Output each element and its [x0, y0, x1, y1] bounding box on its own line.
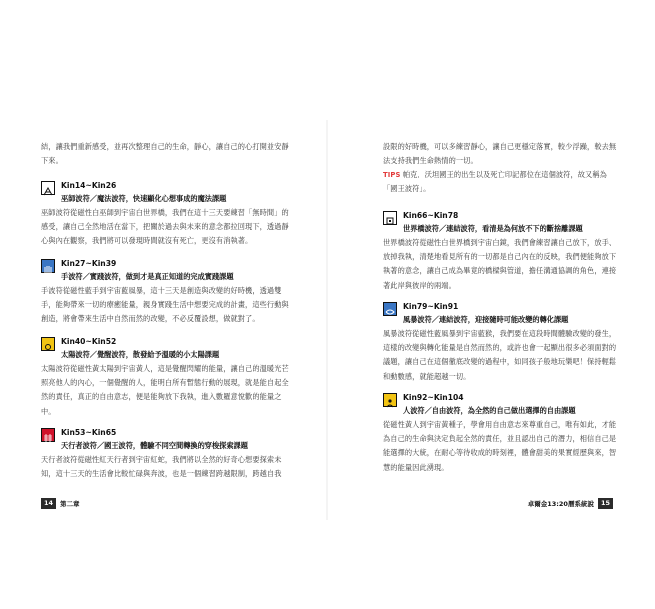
human-glyph-icon — [383, 393, 397, 407]
chapter-label: 第二章 — [60, 499, 80, 508]
right-footer — [524, 497, 613, 509]
section-kin-range: Kin40~Kin52 — [61, 337, 117, 346]
section-title: 風暴波符／連結波符，迎接隨時可能改變的轉化課題 — [403, 315, 569, 324]
section-body: 巫師波符從磁性白巫師到宇宙白世界橋，我們在這十三天要練習「無時間」的感受，讓自己全然地活在當下，把關於過去與未來的意念都拉回現下，透過靜心與內在觀察，我們將可以發現時間就沒有死亡，更沒有消執著。 — [41, 208, 289, 246]
storm-glyph-icon — [383, 302, 397, 316]
section-title: 人波符／自由波符，為全然的自己做出選擇的自由課題 — [403, 406, 576, 415]
tips-text: 帕克．沃坦國王的出生以及死亡印記都位在這個波符，故又稱為「國王波符」。 — [383, 170, 607, 194]
section-title: 手波符／實踐波符，做到才是真正知道的完成實踐課題 — [61, 272, 234, 281]
section-title: 天行者波符／國王波符，體驗不同空間轉換的穿梭探索課題 — [61, 441, 248, 450]
tips-note — [383, 168, 620, 196]
section-title: 世界橋波符／連結波符，看清是為何放不下的斷捨離課題 — [403, 224, 583, 233]
section-kin-range: Kin53~Kin65 — [61, 428, 117, 437]
right-intro-text: 設限的好時機，可以多練習靜心，讓自己更穩定落實，較少浮躁，較去無法支持我們生命熱情的一切。 — [383, 142, 617, 166]
chapter-label: 卓爾金13:20曆系統說 — [527, 499, 594, 508]
page-number: 14 — [41, 498, 56, 509]
section-body: 手波符從磁性藍手到宇宙藍風暴，這十三天是創造與改變的好時機，透過雙手，能夠帶來一切的療癒能量，親身實踐生活中想要完成的計畫，這些行動與創造，將會帶來生活中自然而然的改變，不必反覆設想，做就對了。 — [41, 286, 289, 324]
left-intro-text: 結，讓我們重新感受，並再次整理自己的生命，靜心，讓自己的心打開並安靜下來。 — [41, 142, 289, 166]
section-kin-range: Kin66~Kin78 — [403, 211, 459, 220]
section-body: 天行者波符從磁性紅天行者到宇宙紅蛇，我們將以全然的好奇心想要探索未知，這十三天的生活會比較忙碌與奔波，也是一個練習跨越限制，跨越自我 — [41, 455, 282, 479]
section-body: 風暴波符從磁性藍風暴到宇宙藍猴，我們要在這段時間體驗改變的發生，這樣的改變與轉化能量是自然而然的，或許也會一起顯出很多必須面對的議題，讓自己在這個徹底改變的過程中，如同孩子般地玩樂吧！保持輕鬆和動數感，就能超越一切。 — [383, 329, 617, 381]
page-number: 15 — [598, 498, 613, 509]
section-kin-range: Kin92~Kin104 — [403, 393, 464, 402]
section-title: 巫師波符／魔法波符，快速顯化心想事成的魔法課題 — [61, 194, 227, 203]
section-kin-range: Kin27~Kin39 — [61, 259, 117, 268]
section-kin-range: Kin14~Kin26 — [61, 181, 117, 190]
section-body: 太陽波符從磁性黃太陽到宇宙黃人，這是覺醒閃耀的能量，讓自己的溫暖光芒照亮他人的內心，一個覺醒的人，能明白所有暫態行動的展現，就是能自起全然的責任，真正的自由意志，便是能夠放下我執，進入數羅意悅歡的能量之中。 — [41, 364, 289, 416]
section-title: 太陽波符／覺醒波符，散發給予溫暖的小太陽課題 — [61, 350, 220, 359]
section-kin-range: Kin79~Kin91 — [403, 302, 459, 311]
world-bridger-glyph-icon — [383, 211, 397, 225]
tips-label: TIPS — [383, 171, 401, 179]
section-body: 從磁性黃人到宇宙黃種子，學會用自由意志來尊重自己，唯有如此，才能為自己的生命與決定負起全然的責任，並且認出自己的潛力，相信自己是能選擇的大統，在耐心等待收成的時刻裡，體會甜美的果實經歷與來，智慧的能量因此湧現。 — [383, 420, 617, 472]
section-body: 世界橋波符從磁性白世界橋到宇宙白鏡，我們會練習讓自己放下，放手、放掉我執，清楚地看見所有的一切都是自己內在的反映，我們便能夠放下執著的意念，讓自己成為畢竟的橋樑與管道，擔任溝通協調的角色，連接著此岸與彼岸的兩端。 — [383, 238, 617, 290]
